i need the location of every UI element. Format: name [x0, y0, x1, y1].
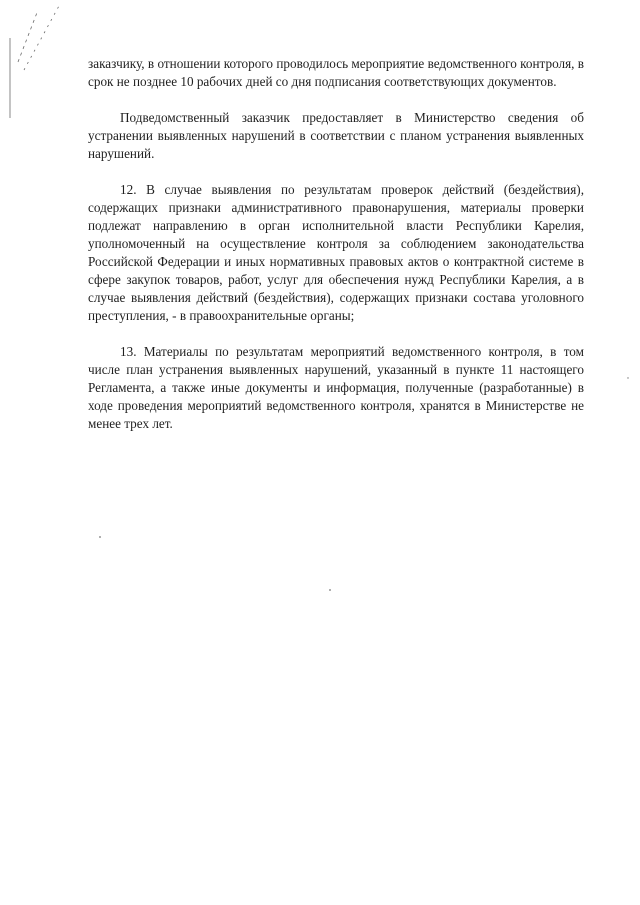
paragraph-continuation: заказчику, в отношении которого проводилось мероприятие ведомственного контроля, в срок не позднее 10 рабочих дней со дня подписания соответствующих документов. — [88, 56, 584, 89]
scan-speck — [99, 536, 101, 538]
paragraph-item-13: 13. Материалы по результатам мероприятий ведомственного контроля, в том числе план устранения выявленных нарушений, указанный в пункте 11 настоящего Регламента, а также иные документы и информация, полученные (разработанные) в ходе проведения мероприятий ведомственного контроля, хранятся в Министерстве не менее трех лет. — [88, 344, 584, 431]
scan-speck — [627, 377, 628, 378]
scan-speck — [329, 589, 331, 591]
corner-scan-streak — [18, 10, 38, 62]
corner-scan-streak-2 — [24, 4, 60, 70]
document-body — [88, 55, 584, 451]
paragraph-item-12: 12. В случае выявления по результатам проверок действий (бездействия), содержащих признаки административного правонарушения, материалы проверки подлежат направлению в орган исполнительной власти Республики Карелия, уполномоченный на осуществление контроля за соблюдением законодательства Российской Федерации и иных нормативных правовых актов о контрактной системе в сфере закупок товаров, работ, услуг для обеспечения нужд Республики Карелия, а в случае выявления действий (бездействия), содержащих признаки состава уголовного преступления, - в правоохранительные органы; — [88, 182, 584, 323]
paragraph-remediation-info: Подведомственный заказчик предоставляет в Министерство сведения об устранении выявленных нарушений в соответствии с планом устранения выявленных нарушений. — [88, 110, 584, 161]
